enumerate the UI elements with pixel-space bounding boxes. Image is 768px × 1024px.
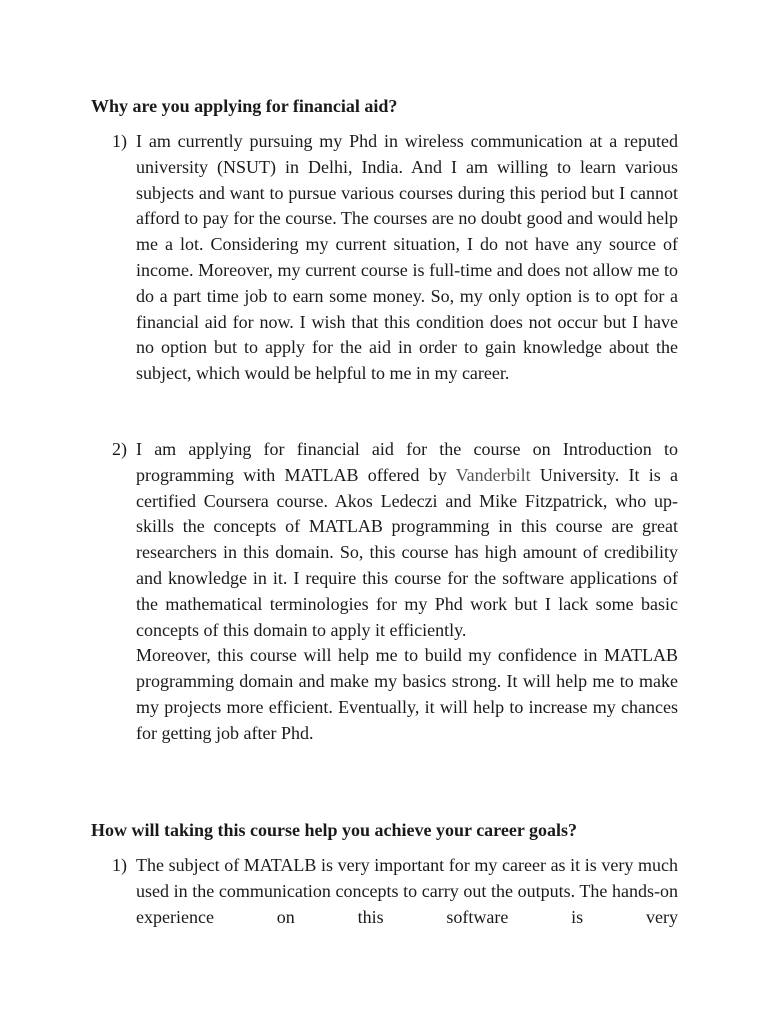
section-heading-financial-aid: Why are you applying for financial aid? (91, 96, 398, 116)
list-item (112, 853, 678, 930)
list-number: 1) (112, 131, 127, 151)
paragraph-text (136, 437, 678, 643)
paragraph-text: I am currently pursuing my Phd in wireless communication at a reputed university (NSUT) in Delhi, India. And I am willing to learn various subjects and want to pursue various courses during this period but I cannot afford to pay for the course. The courses are no doubt good and would help me a lot. Considering my current situation, I do not have any source of income. Moreover, my current course is full-time and does not allow me to do a part time job to earn some money. So, my only option is to opt for a financial aid for now. I wish that this condition does not occur but I have no option but to apply for the aid in order to gain knowledge about the subject, which would be helpful to me in my career. (136, 131, 678, 384)
list-item (112, 437, 678, 747)
university-name: Vanderbilt (455, 464, 531, 485)
text-segment: University. It is a certified Coursera course. Akos Ledeczi and Mike Fitzpatrick, who up-skills the concepts of MATLAB programming in this course are great researchers in this domain. So, this course has high amount of credibility and knowledge in it. I require this course for the software applications of the mathematical terminologies for my Phd work but I lack some basic concepts of this domain to apply it efficiently. (136, 464, 679, 640)
section-heading-career-goals: How will taking this course help you achieve your career goals? (91, 820, 577, 840)
paragraph-text: Moreover, this course will help me to build my confidence in MATLAB programming domain and make my basics strong. It will help me to make my projects more efficient. Eventually, it will help to increase my chances for getting job after Phd. (136, 645, 678, 743)
list-number: 2) (112, 439, 127, 459)
list-item (112, 129, 678, 387)
list-number: 1) (112, 855, 127, 875)
text-segment: I am applying for financial aid for the course on Introduction to programming with MATLAB offered by (136, 439, 678, 485)
paragraph-text: The subject of MATALB is very important for my career as it is very much used in the communication concepts to carry out the outputs. The hands-on experience on this software is very (136, 855, 678, 927)
